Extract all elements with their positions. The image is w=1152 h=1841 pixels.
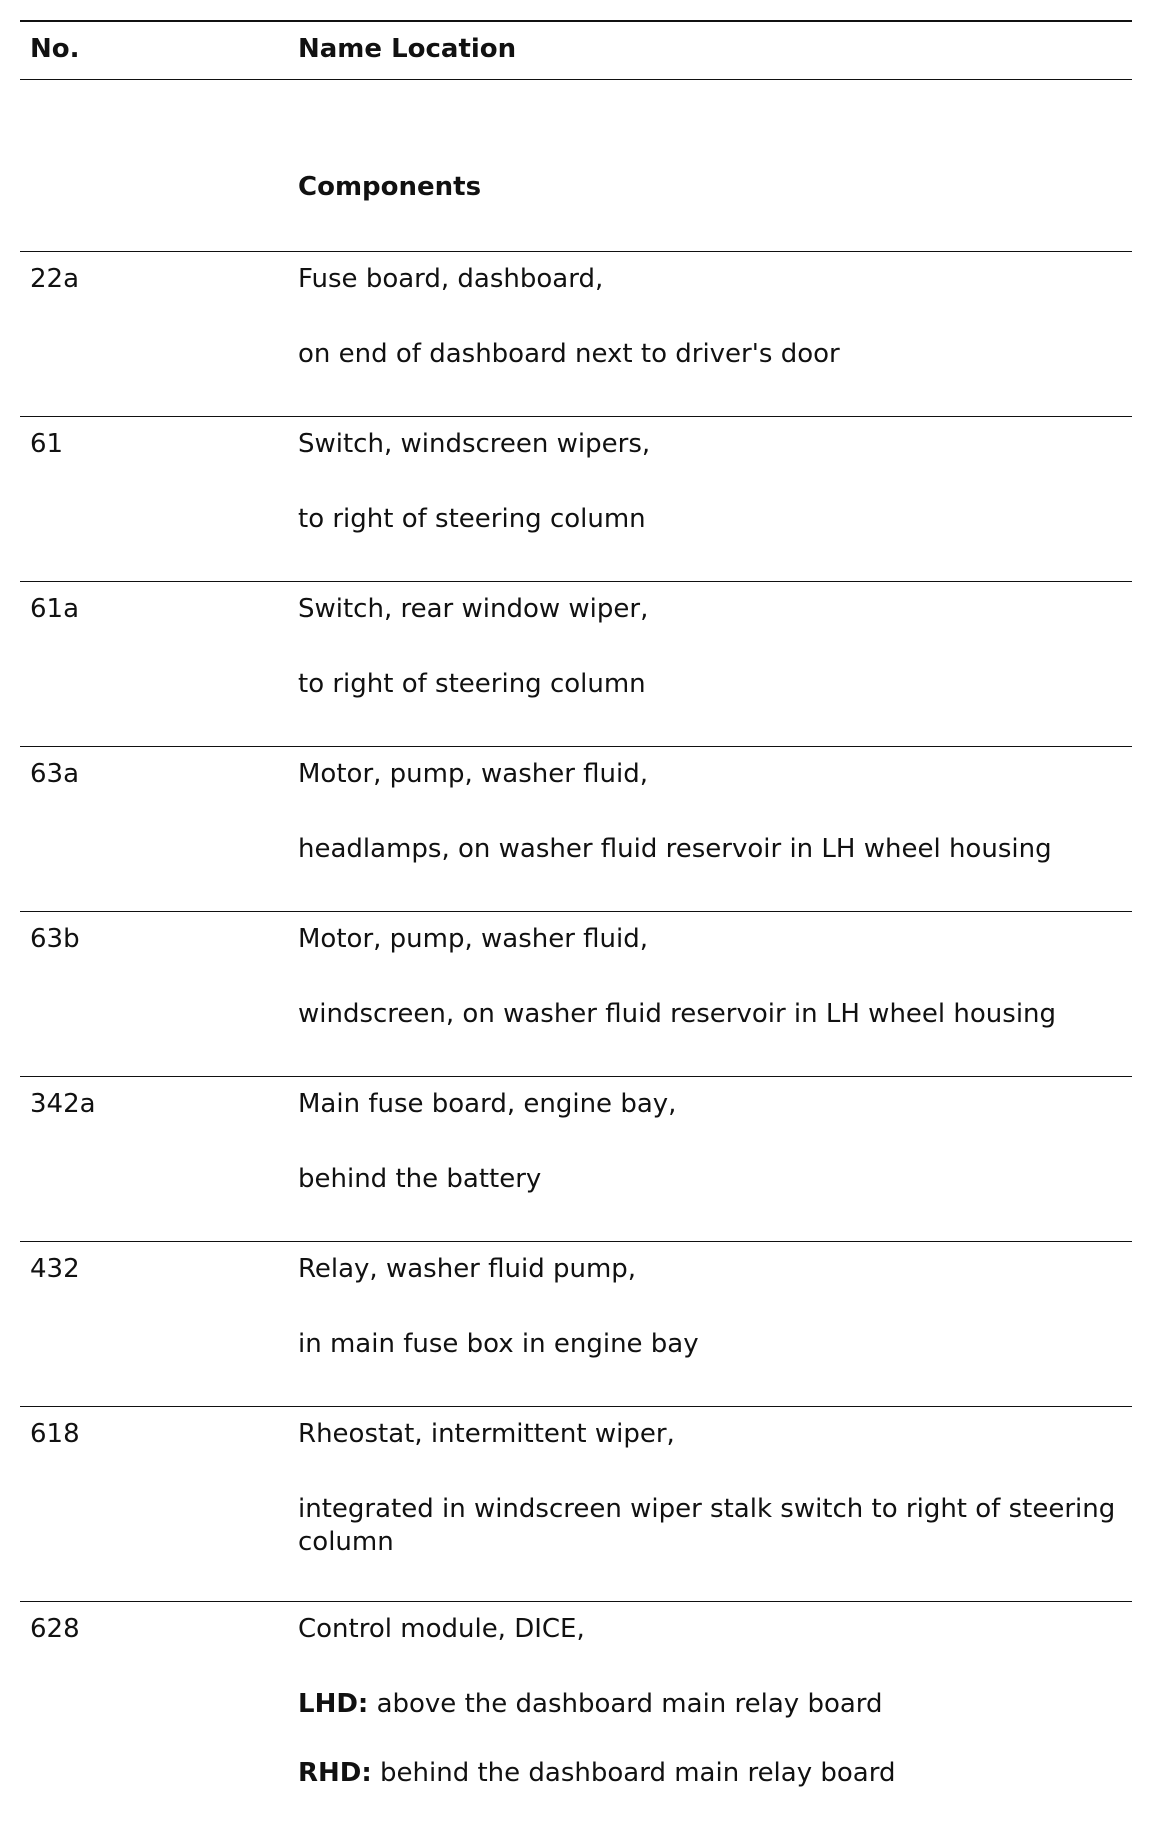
row-location: to right of steering column — [298, 504, 646, 534]
header-no: No. — [30, 34, 80, 64]
table-header — [20, 20, 1132, 80]
section-label-components: Components — [298, 172, 482, 202]
rhd-text: behind the dashboard main relay board — [371, 1758, 896, 1788]
table-row — [20, 1601, 1132, 1841]
row-name: Switch, rear window wiper, — [298, 594, 649, 624]
table-body — [20, 251, 1132, 1841]
row-name: Motor, pump, washer fluid, — [298, 759, 649, 789]
row-no: 618 — [30, 1419, 80, 1449]
row-location-lhd — [298, 1688, 1118, 1721]
row-location: windscreen, on washer fluid reservoir in LH wheel housing — [298, 999, 1057, 1029]
row-name: Main fuse board, engine bay, — [298, 1089, 677, 1119]
row-no: 61a — [30, 594, 80, 624]
table-row — [20, 416, 1132, 581]
row-no: 432 — [30, 1254, 80, 1284]
row-name: Control module, DICE, — [298, 1614, 585, 1644]
row-location: to right of steering column — [298, 669, 646, 699]
row-name: Fuse board, dashboard, — [298, 264, 604, 294]
row-no: 22a — [30, 264, 80, 294]
row-name: Relay, washer fluid pump, — [298, 1254, 637, 1284]
row-location: in main fuse box in engine bay — [298, 1329, 699, 1359]
row-location: behind the battery — [298, 1164, 542, 1194]
row-no: 63b — [30, 924, 80, 954]
row-name: Motor, pump, washer fluid, — [298, 924, 649, 954]
row-no: 628 — [30, 1614, 80, 1644]
rhd-label: RHD: — [298, 1758, 372, 1788]
row-no: 342a — [30, 1089, 96, 1119]
table-row — [20, 911, 1132, 1076]
table-row — [20, 581, 1132, 746]
header-name-location: Name Location — [298, 34, 517, 64]
table-row — [20, 1406, 1132, 1601]
lhd-text: above the dashboard main relay board — [368, 1689, 883, 1719]
row-location: integrated in windscreen wiper stalk switch to right of steering column — [298, 1494, 1116, 1557]
row-location: on end of dashboard next to driver's door — [298, 339, 840, 369]
row-location: headlamps, on washer fluid reservoir in LH wheel housing — [298, 834, 1052, 864]
row-location-rhd — [298, 1760, 1118, 1786]
lhd-label: LHD: — [298, 1689, 369, 1719]
row-name: Switch, windscreen wipers, — [298, 429, 651, 459]
table-row — [20, 746, 1132, 911]
row-no: 63a — [30, 759, 80, 789]
row-no: 61 — [30, 429, 64, 459]
table-row — [20, 251, 1132, 416]
table-row — [20, 1076, 1132, 1241]
row-name: Rheostat, intermittent wiper, — [298, 1419, 675, 1449]
table-row — [20, 1241, 1132, 1406]
